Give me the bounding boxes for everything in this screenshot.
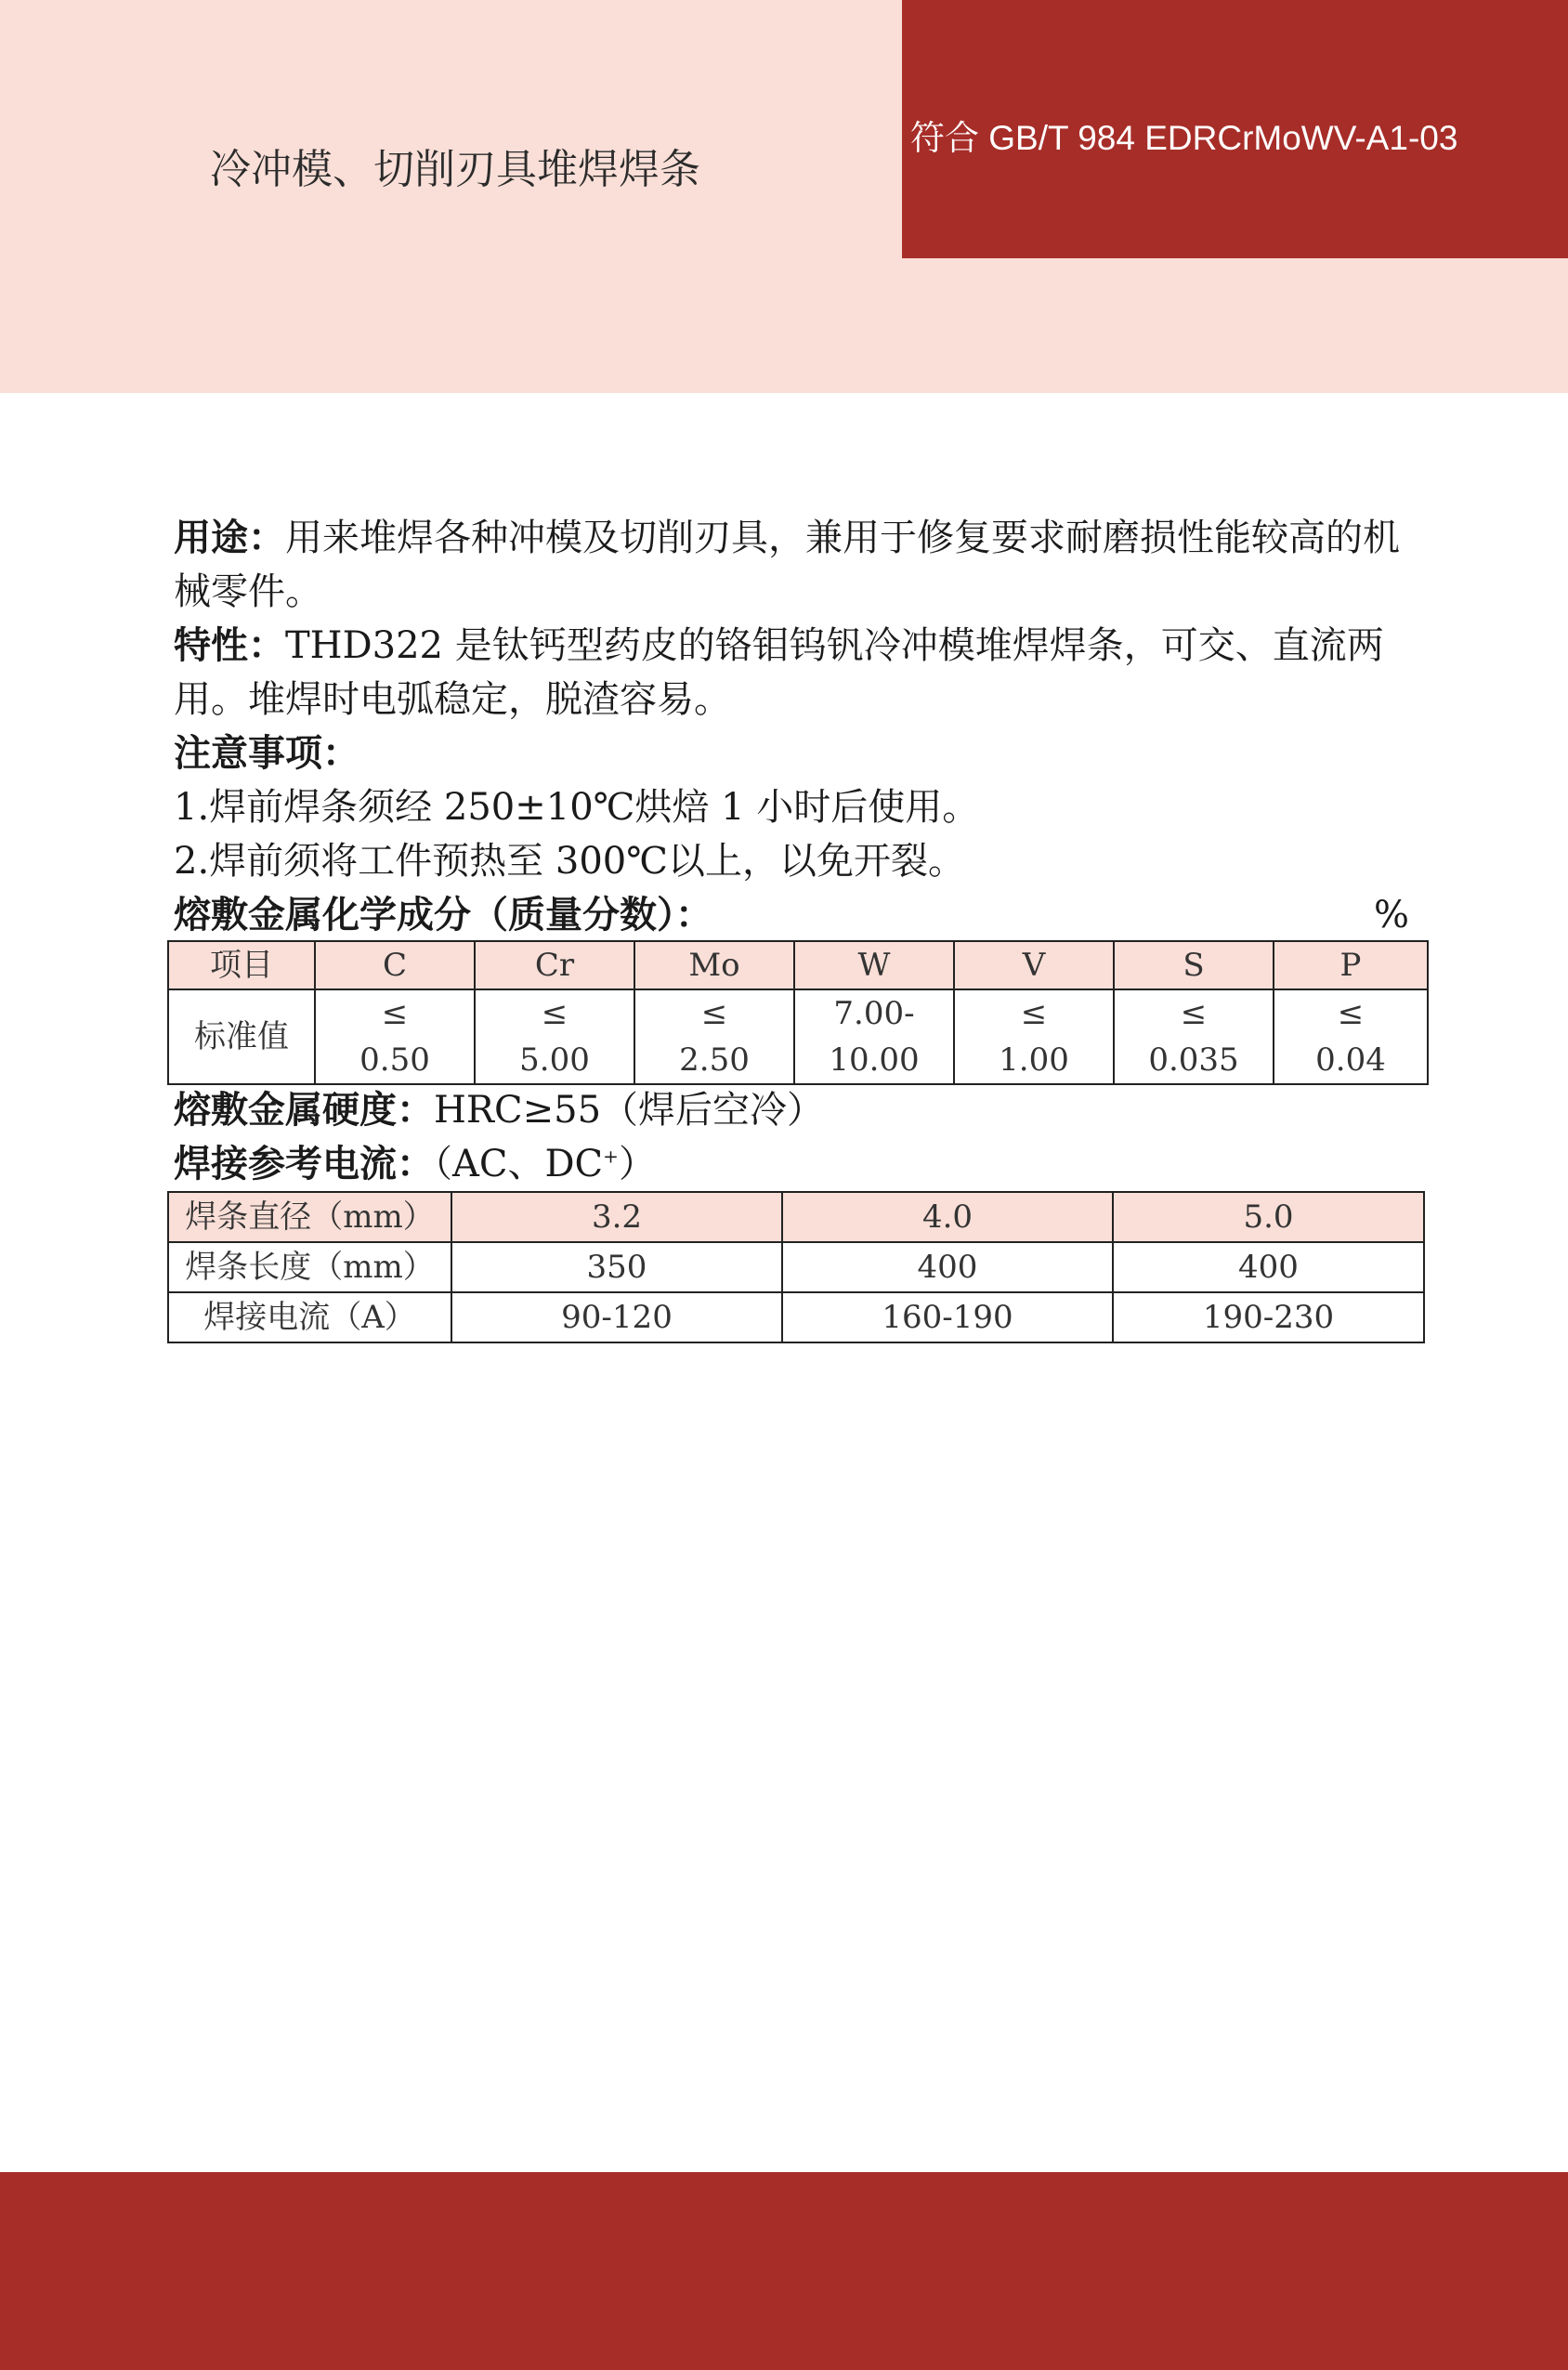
cell-line: 10.00 bbox=[829, 1041, 920, 1079]
cell-line: 0.035 bbox=[1148, 1041, 1239, 1079]
composition-value-row bbox=[168, 989, 1428, 1084]
usage-label: 用途： bbox=[174, 517, 285, 559]
composition-label: 熔敷金属化学成分（质量分数）： bbox=[174, 894, 712, 936]
table-header-cell: S bbox=[1114, 941, 1274, 989]
cell-line: 7.00- bbox=[833, 995, 915, 1032]
composition-header-row bbox=[168, 941, 1428, 989]
table-header-cell: V bbox=[954, 941, 1114, 989]
table-cell: 190-230 bbox=[1113, 1292, 1424, 1342]
cell-line: ≤ bbox=[1337, 995, 1365, 1032]
usage-text: 用来堆焊各种冲模及切削刃具，兼用于修复要求耐磨损性能较高的机械零件。 bbox=[174, 517, 1400, 613]
property-label: 特性： bbox=[174, 624, 285, 667]
cell-line: ≤ bbox=[700, 995, 728, 1032]
hardness-label: 熔敷金属硬度： bbox=[174, 1089, 434, 1132]
table-cell: 400 bbox=[782, 1242, 1113, 1292]
cell-line: ≤ bbox=[1020, 995, 1048, 1032]
table-cell: 焊条直径（mm） bbox=[168, 1192, 451, 1242]
current-paragraph bbox=[174, 1137, 1418, 1191]
table-row bbox=[168, 1292, 1424, 1342]
table-cell bbox=[794, 989, 954, 1084]
welding-current-table bbox=[167, 1191, 1425, 1343]
product-description bbox=[174, 511, 1418, 942]
composition-heading bbox=[174, 888, 1418, 942]
table-cell: 3.2 bbox=[451, 1192, 782, 1242]
table-cell bbox=[1274, 989, 1428, 1084]
current-text: （AC、DC bbox=[434, 1143, 604, 1185]
cell-line: 2.50 bbox=[679, 1041, 750, 1079]
hardness-text: HRC≥55（焊后空冷） bbox=[434, 1089, 825, 1132]
table-cell: 350 bbox=[451, 1242, 782, 1292]
notes-label: 注意事项： bbox=[174, 732, 359, 775]
hardness-paragraph bbox=[174, 1083, 1418, 1137]
current-text-end: ） bbox=[618, 1143, 656, 1185]
standard-text: 符合 GB/T 984 EDRCrMoWV-A1-03 bbox=[910, 119, 1458, 157]
table-cell: 400 bbox=[1113, 1242, 1424, 1292]
composition-table bbox=[167, 940, 1429, 1085]
table-cell bbox=[1114, 989, 1274, 1084]
cell-line: ≤ bbox=[381, 995, 409, 1032]
hardness-and-current bbox=[174, 1083, 1418, 1191]
cell-line: ≤ bbox=[1180, 995, 1208, 1032]
property-paragraph bbox=[174, 619, 1418, 727]
cell-line: 0.04 bbox=[1315, 1041, 1386, 1079]
current-superscript: + bbox=[603, 1145, 619, 1168]
table-cell: 焊条长度（mm） bbox=[168, 1242, 451, 1292]
cell-line: 0.50 bbox=[359, 1041, 430, 1079]
cell-line: ≤ bbox=[541, 995, 568, 1032]
note-2: 2.焊前须将工件预热至 300℃以上，以免开裂。 bbox=[174, 840, 965, 883]
table-cell bbox=[954, 989, 1114, 1084]
cell-line: 5.00 bbox=[519, 1041, 590, 1079]
table-cell: 5.0 bbox=[1113, 1192, 1424, 1242]
table-row bbox=[168, 1242, 1424, 1292]
table-cell: 焊接电流（A） bbox=[168, 1292, 451, 1342]
table-header-cell: W bbox=[794, 941, 954, 989]
usage-paragraph bbox=[174, 511, 1418, 619]
table-header-cell: P bbox=[1274, 941, 1428, 989]
table-cell bbox=[475, 989, 634, 1084]
table-cell bbox=[315, 989, 475, 1084]
current-label: 焊接参考电流： bbox=[174, 1143, 434, 1185]
note-1: 1.焊前焊条须经 250±10℃烘焙 1 小时后使用。 bbox=[174, 786, 980, 829]
table-cell bbox=[634, 989, 794, 1084]
composition-unit: % bbox=[1373, 894, 1409, 936]
footer-band bbox=[0, 2172, 1568, 2370]
table-header-cell: Mo bbox=[634, 941, 794, 989]
table-cell: 4.0 bbox=[782, 1192, 1113, 1242]
table-cell: 160-190 bbox=[782, 1292, 1113, 1342]
table-row bbox=[168, 1192, 1424, 1242]
table-header-cell: C bbox=[315, 941, 475, 989]
row-label-cell: 标准值 bbox=[168, 989, 315, 1084]
table-header-cell: 项目 bbox=[168, 941, 315, 989]
table-header-cell: Cr bbox=[475, 941, 634, 989]
property-text: THD322 是钛钙型药皮的铬钼钨钒冷冲模堆焊焊条，可交、直流两用。堆焊时电弧稳定，脱渣容易。 bbox=[174, 624, 1384, 721]
cell-line: 1.00 bbox=[999, 1041, 1069, 1079]
product-title: 冷冲模、切削刃具堆焊焊条 bbox=[210, 146, 700, 193]
table-cell: 90-120 bbox=[451, 1292, 782, 1342]
